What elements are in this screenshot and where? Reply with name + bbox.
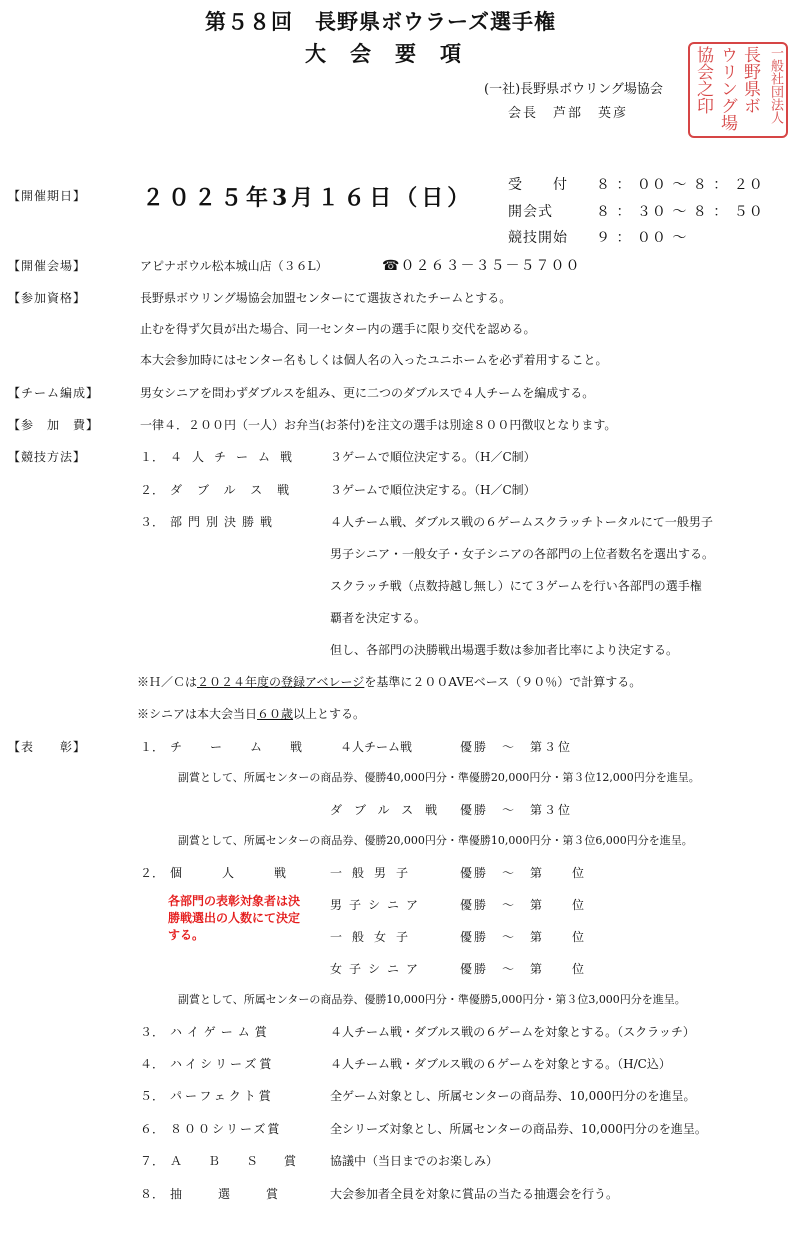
award-no: ４． — [140, 1057, 165, 1071]
seal-text-2: 長野県ボ — [740, 46, 760, 114]
award-prize: 副賞として、所属センターの商品券、優勝40,000円分・準優勝20,000円分・第３位12,000円分を進呈。 — [178, 771, 700, 784]
fee-label: 【参 加 費】 — [8, 418, 100, 432]
award-no: １． — [140, 740, 165, 754]
page-subtitle: 大会要項 — [305, 41, 485, 66]
handicap-note-underlined: ２０２４年度の登録アベレージ — [197, 675, 365, 689]
fee-text: 一律４．２００円（一人）お弁当(お茶付)を注文の選手は別途８００円徴収となります。 — [140, 418, 617, 432]
finals-line: 但し、各部門の決勝戦出場選手数は参加者比率により決定する。 — [330, 643, 679, 657]
team-text: 男女シニアを問わずダブルスを組み、更に二つのダブルスで４人チームを編成する。 — [140, 386, 595, 400]
eligibility-label: 【参加資格】 — [8, 291, 87, 305]
schedule-reception-label: 受 付 — [508, 177, 568, 193]
method-no: ２． — [140, 483, 165, 497]
award-name: 個人戦 — [170, 866, 327, 880]
division-rank: 優勝 ～ 第 位 — [460, 866, 587, 880]
award-name: パーフェクト賞 — [170, 1089, 274, 1103]
team-label: 【チーム編成】 — [8, 386, 100, 400]
award-no: ７． — [140, 1154, 165, 1168]
method-no: ３． — [140, 515, 165, 529]
method-desc: ３ゲームで順位決定する。（H／C制） — [330, 483, 536, 497]
eligibility-line: 長野県ボウリング場協会加盟センターにて選抜されたチームとする。 — [140, 291, 512, 305]
division-rank: 優勝 ～ 第 位 — [460, 898, 587, 912]
award-no: ３． — [140, 1025, 165, 1039]
division-name: 女子シニア — [330, 962, 426, 976]
award-desc: 協議中（当日までのお楽しみ） — [330, 1154, 499, 1168]
method-desc: ４人チーム戦、ダブルス戦の６ゲームスクラッチトータルにて一般男子 — [330, 515, 713, 529]
senior-note-post: 以上とする。 — [293, 707, 366, 721]
method-name: ダブルス戦 — [170, 483, 305, 497]
award-no: ２． — [140, 866, 165, 880]
award-desc: 全ゲーム対象とし、所属センターの商品券、10,000円分のを進呈。 — [330, 1089, 696, 1103]
method-no: １． — [140, 450, 165, 464]
award-prize: 副賞として、所属センターの商品券、優勝20,000円分・準優勝10,000円分・第３位6,000円分を進呈。 — [178, 834, 693, 847]
method-name: 部門別決勝戦 — [170, 515, 279, 529]
seal-text-4: 協会之印 — [693, 46, 713, 114]
event-date: ２０２５年3月１６日（日） — [142, 185, 474, 211]
handicap-note-pre: ※Ｈ／Ｃは — [137, 675, 198, 689]
award-desc: ４人チーム戦・ダブルス戦の６ゲームを対象とする。（スクラッチ） — [330, 1025, 695, 1039]
division-name: 一般女子 — [330, 930, 419, 944]
senior-note-underlined: ６０歳 — [257, 707, 294, 721]
division-rank: 優勝 ～ 第 位 — [460, 930, 587, 944]
venue-label: 【開催会場】 — [8, 259, 87, 273]
award-rank: 優勝 ～ 第３位 — [460, 740, 573, 754]
date-label: 【開催期日】 — [8, 189, 87, 203]
award-desc: 全シリーズ対象とし、所属センターの商品券、10,000円分のを進呈。 — [330, 1122, 707, 1136]
organization-name: (一社)長野県ボウリング場協会 — [484, 82, 663, 97]
seal-text-1: 一般社団法人 — [768, 46, 783, 124]
schedule-start-label: 競技開始 — [508, 230, 568, 246]
method-label: 【競技方法】 — [8, 450, 87, 464]
schedule-reception-time: ８ ： ００ ～ ８ ： ２０ — [596, 177, 764, 193]
senior-note — [137, 705, 365, 722]
award-name: チーム戦 — [170, 740, 331, 754]
award-event: ４人チーム戦 — [340, 740, 413, 754]
venue-name: アピナボウル松本城山店（３６L） — [140, 259, 328, 273]
method-desc: ３ゲームで順位決定する。（H／C制） — [330, 450, 536, 464]
award-desc: 大会参加者全員を対象に賞品の当たる抽選会を行う。 — [330, 1187, 619, 1201]
handicap-note-post: を基準に２００AVEベース（９０％）で計算する。 — [364, 675, 642, 689]
finals-line: スクラッチ戦（点数持越し無し）にて３ゲームを行い各部門の選手権 — [330, 579, 702, 593]
award-name: ハイゲーム賞 — [170, 1025, 272, 1039]
awards-label: 【表 彰】 — [8, 740, 87, 754]
eligibility-line: 止むを得ず欠員が出た場合、同一センター内の選手に限り交代を認める。 — [140, 322, 536, 336]
award-desc: ４人チーム戦・ダブルス戦の６ゲームを対象とする。（H/C込） — [330, 1057, 671, 1071]
schedule-opening-time: ８ ： ３０ ～ ８ ： ５０ — [596, 204, 764, 220]
award-name: ＡＢＳ賞 — [170, 1154, 323, 1168]
page-title: 第５８回 長野県ボウラーズ選手権 — [205, 9, 556, 34]
finals-line: 覇者を決定する。 — [330, 611, 427, 625]
senior-note-pre: ※シニアは本大会当日 — [137, 707, 258, 721]
schedule-opening-label: 開会式 — [508, 204, 553, 220]
finals-line: 男子シニア・一般女子・女子シニアの各部門の上位者数名を選出する。 — [330, 547, 715, 561]
seal-text-3: ウリング場 — [717, 46, 737, 131]
association-seal — [688, 42, 788, 138]
division-name: 一般男子 — [330, 866, 419, 880]
eligibility-line: 本大会参加時にはセンター名もしくは個人名の入ったユニホームを必ず着用すること。 — [140, 353, 608, 367]
award-name: ハイシリーズ賞 — [170, 1057, 275, 1071]
handicap-note — [137, 673, 641, 690]
award-name: 抽選賞 — [170, 1187, 315, 1201]
chairman-name: 会長 芦部 英彦 — [508, 106, 629, 121]
division-name: 男子シニア — [330, 898, 426, 912]
award-rank: 優勝 ～ 第３位 — [460, 803, 573, 817]
award-prize: 副賞として、所属センターの商品券、優勝10,000円分・準優勝5,000円分・第３位3,000円分を進呈。 — [178, 993, 686, 1006]
award-no: ６． — [140, 1122, 165, 1136]
award-event: ダブルス戦 — [330, 803, 450, 817]
division-rank: 優勝 ～ 第 位 — [460, 962, 587, 976]
award-no: ８． — [140, 1187, 165, 1201]
schedule-start-time: ９ ： ００ ～ — [596, 230, 688, 246]
individual-award-note: 各部門の表彰対象者は決勝戦選出の人数にて決定する。 — [168, 894, 301, 942]
award-no: ５． — [140, 1089, 165, 1103]
method-name: ４人チーム戦 — [170, 450, 303, 464]
venue-phone: ☎０２６３－３５－５７００ — [382, 258, 581, 274]
award-name: ８００シリーズ賞 — [170, 1122, 282, 1136]
